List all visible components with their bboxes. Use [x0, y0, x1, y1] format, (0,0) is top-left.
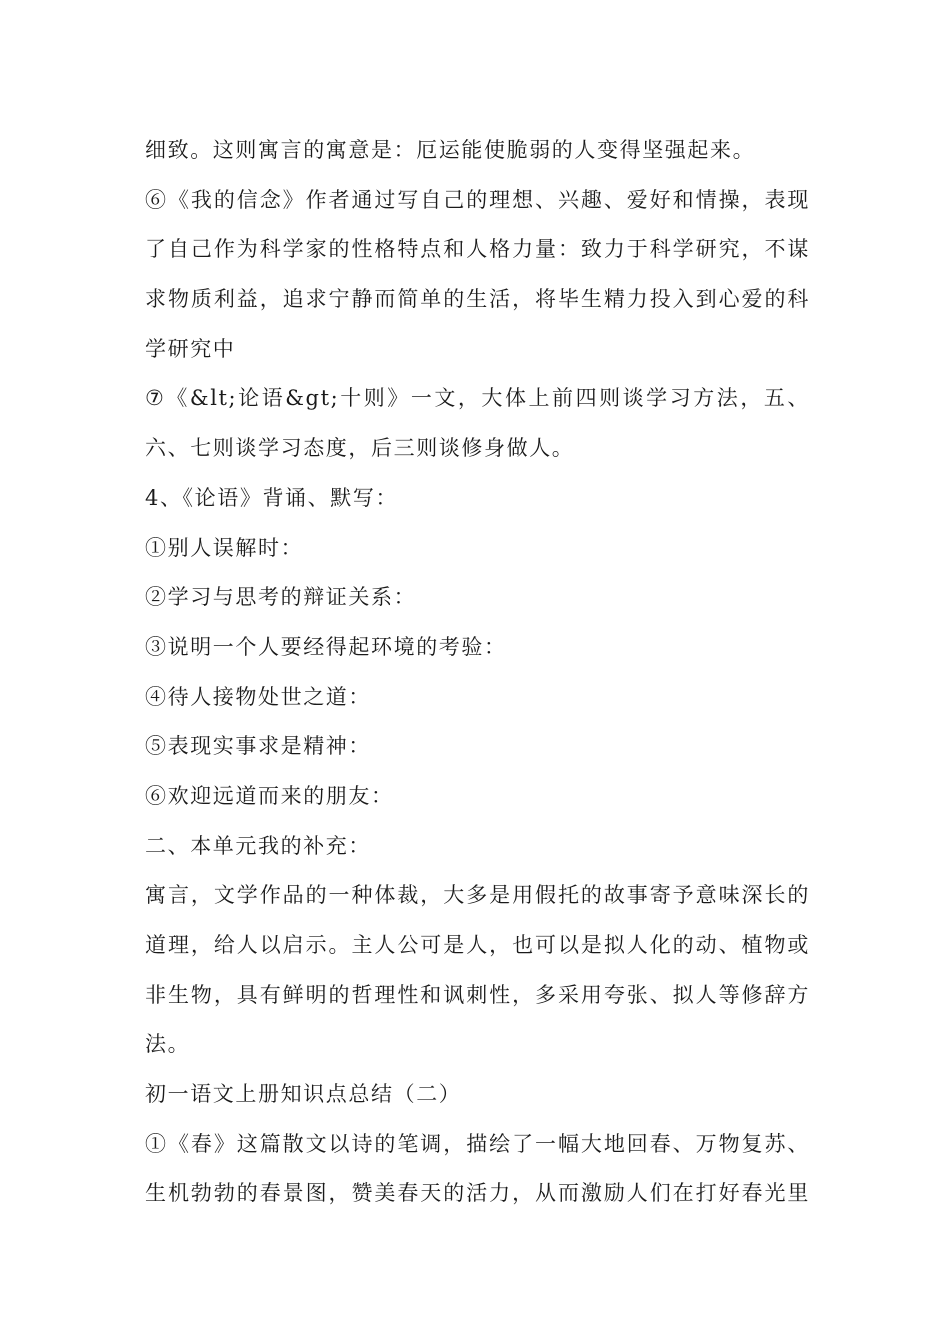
text-line: 法。 [145, 1032, 191, 1057]
text-line: 生机勃勃的春景图，赞美春天的活力，从而激励人们在打好春光里 [145, 1181, 810, 1206]
list-item: ①别人误解时： [145, 535, 304, 560]
text-line: 六、七则谈学习态度，后三则谈修身做人。 [145, 436, 575, 461]
document-body [145, 126, 810, 1219]
text-line: 了自己作为科学家的性格特点和人格力量：致力于科学研究，不谋 [145, 237, 810, 262]
list-item: ②学习与思考的辩证关系： [145, 585, 417, 610]
list-item: ③说明一个人要经得起环境的考验： [145, 634, 507, 659]
section-heading: 初一语文上册知识点总结（二） [145, 1082, 462, 1107]
list-item: ⑥欢迎远道而来的朋友： [145, 783, 394, 808]
list-item: ⑤表现实事求是精神： [145, 734, 371, 759]
text-line: 细致。这则寓言的寓意是：厄运能使脆弱的人变得坚强起来。 [145, 138, 756, 162]
section-heading: 二、本单元我的补充： [145, 833, 371, 858]
text-line: 求物质利益，追求宁静而简单的生活，将毕生精力投入到心爱的科 [145, 287, 810, 312]
text-line: 学研究中 [145, 336, 236, 361]
section-heading: 4、《论语》背诵、默写： [145, 485, 399, 510]
text-line: ⑥《我的信念》作者通过写自己的理想、兴趣、爱好和情操，表现 [145, 187, 810, 212]
text-line: 非生物，具有鲜明的哲理性和讽刺性，多采用夸张、拟人等修辞方 [145, 982, 810, 1007]
text-line: 寓言，文学作品的一种体裁，大多是用假托的故事寄予意味深长的 [145, 883, 810, 908]
text-line: ①《春》这篇散文以诗的笔调，描绘了一幅大地回春、万物复苏、 [145, 1131, 810, 1156]
text-line: ⑦《&lt;论语&gt;十则》一文，大体上前四则谈学习方法，五、 [145, 386, 810, 411]
list-item: ④待人接物处世之道： [145, 684, 371, 709]
text-line: 道理，给人以启示。主人公可是人，也可以是拟人化的动、植物或 [145, 933, 810, 957]
